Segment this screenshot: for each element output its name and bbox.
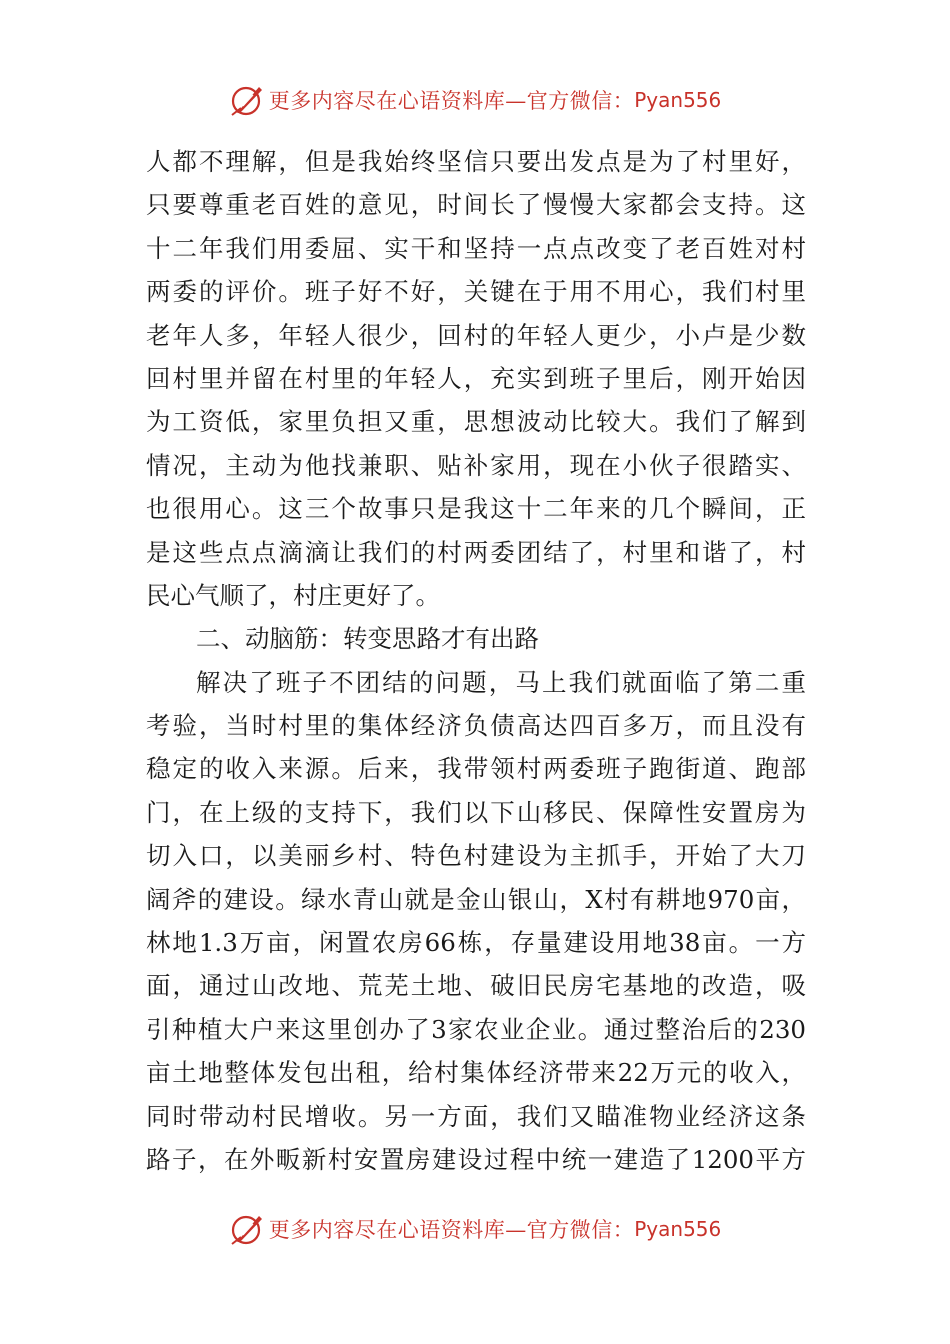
text-line: 路子，在外畈新村安置房建设过程中统一建造了1200平方 <box>146 1144 806 1174</box>
text-line: 解决了班子不团结的问题，马上我们就面临了第二重 <box>196 667 806 697</box>
text-line: 情况，主动为他找兼职、贴补家用，现在小伙子很踏实、 <box>146 450 806 480</box>
text-line: 面，通过山改地、荒芜土地、破旧民房宅基地的改造，吸 <box>146 971 806 1001</box>
watermark-wechat-id: Pyan556 <box>634 1217 722 1241</box>
text-line: 门，在上级的支持下，我们以下山移民、保障性安置房为 <box>146 797 806 827</box>
text-line: 是这些点点滴滴让我们的村两委团结了，村里和谐了，村 <box>146 537 806 567</box>
header-watermark <box>0 80 950 120</box>
text-line: 两委的评价。班子好不好，关键在于用不用心，我们村里 <box>146 277 806 307</box>
text-line: 切入口，以美丽乡村、特色村建设为主抓手，开始了大刀 <box>146 841 806 871</box>
section-heading: 二、动脑筋：转变思路才有出路 <box>196 624 539 654</box>
text-line: 只要尊重老百姓的意见，时间长了慢慢大家都会支持。这 <box>146 190 806 220</box>
text-line: 林地1.3万亩，闲置农房66栋，存量建设用地38亩。一方 <box>146 928 806 958</box>
watermark-wechat-id: Pyan556 <box>634 88 722 112</box>
footer-watermark <box>0 1209 950 1249</box>
watermark-text: 更多内容尽在心语资料库—官方微信： <box>268 89 635 113</box>
watermark-text: 更多内容尽在心语资料库—官方微信： <box>268 1218 635 1242</box>
text-line: 同时带动村民增收。另一方面，我们又瞄准物业经济这条 <box>146 1101 806 1131</box>
text-line: 回村里并留在村里的年轻人，充实到班子里后，刚开始因 <box>146 363 806 393</box>
text-line: 十二年我们用委屈、实干和坚持一点点改变了老百姓对村 <box>146 233 806 263</box>
text-line: 稳定的收入来源。后来，我带领村两委班子跑街道、跑部 <box>146 754 806 784</box>
text-line: 民心气顺了，村庄更好了。 <box>146 580 440 610</box>
feather-pen-logo-icon <box>229 82 265 118</box>
text-line: 引种植大户来这里创办了3家农业企业。通过整治后的230 <box>146 1014 806 1044</box>
text-line: 亩土地整体发包出租，给村集体经济带来22万元的收入， <box>146 1058 806 1088</box>
text-line: 人都不理解，但是我始终坚信只要出发点是为了村里好， <box>146 147 806 176</box>
text-line: 考验，当时村里的集体经济负债高达四百多万，而且没有 <box>146 711 806 741</box>
feather-pen-logo-icon <box>229 1211 265 1247</box>
document-body <box>146 140 806 1181</box>
text-line: 也很用心。这三个故事只是我这十二年来的几个瞬间，正 <box>146 494 806 524</box>
text-line: 老年人多，年轻人很少，回村的年轻人更少，小卢是少数 <box>146 320 806 350</box>
text-line: 阔斧的建设。绿水青山就是金山银山，X村有耕地970亩， <box>146 884 806 914</box>
text-line: 为工资低，家里负担又重，思想波动比较大。我们了解到 <box>146 407 806 437</box>
